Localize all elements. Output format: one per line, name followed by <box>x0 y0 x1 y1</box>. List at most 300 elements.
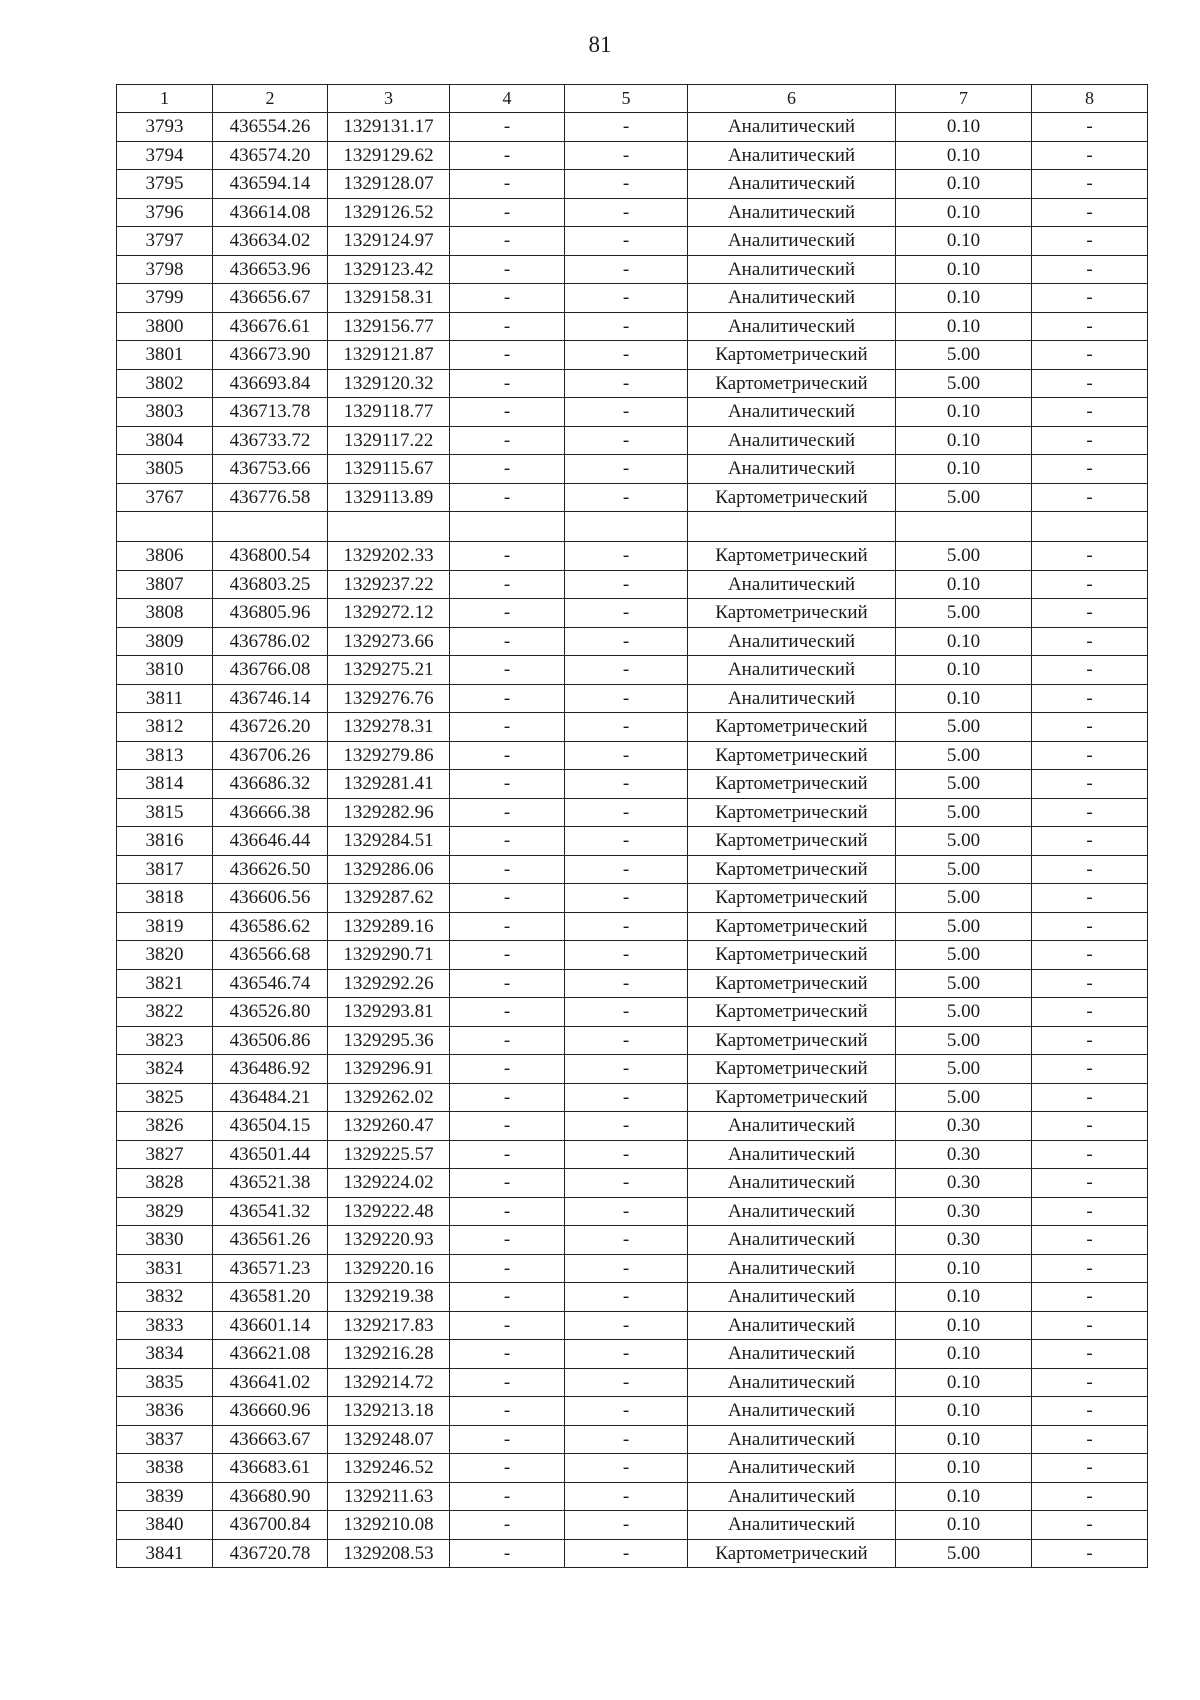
table-cell: - <box>1032 1197 1148 1226</box>
table-cell: - <box>565 1055 688 1084</box>
column-header: 7 <box>896 85 1032 113</box>
table-cell: 3802 <box>117 369 213 398</box>
table-cell: 3801 <box>117 341 213 370</box>
table-cell: Картометрический <box>688 941 896 970</box>
table-cell: 436733.72 <box>213 426 328 455</box>
table-cell <box>688 512 896 542</box>
table-header-row <box>117 85 1148 113</box>
column-header: 4 <box>450 85 565 113</box>
table-cell: - <box>450 1539 565 1568</box>
table-cell: 436526.80 <box>213 998 328 1027</box>
table-cell: 1329120.32 <box>328 369 450 398</box>
table-cell: - <box>565 1226 688 1255</box>
table-cell: Аналитический <box>688 684 896 713</box>
table-cell: Аналитический <box>688 570 896 599</box>
table-cell: 3813 <box>117 741 213 770</box>
table-row <box>117 398 1148 427</box>
table-body <box>117 113 1148 1568</box>
table-cell: Аналитический <box>688 1340 896 1369</box>
table-cell: - <box>450 369 565 398</box>
table-cell: 1329278.31 <box>328 713 450 742</box>
table-cell: - <box>450 1311 565 1340</box>
table-cell: - <box>1032 998 1148 1027</box>
table-cell: 5.00 <box>896 798 1032 827</box>
table-cell: Картометрический <box>688 855 896 884</box>
table-cell: - <box>450 741 565 770</box>
table-cell: - <box>1032 770 1148 799</box>
table-cell: - <box>450 141 565 170</box>
table-cell: 436586.62 <box>213 912 328 941</box>
table-cell: 3824 <box>117 1055 213 1084</box>
table-cell: 436753.66 <box>213 455 328 484</box>
table-cell: 1329156.77 <box>328 312 450 341</box>
table-cell: - <box>450 1083 565 1112</box>
table-row <box>117 170 1148 199</box>
table-cell: 436501.44 <box>213 1140 328 1169</box>
table-cell: Аналитический <box>688 1311 896 1340</box>
table-cell: 3812 <box>117 713 213 742</box>
table-cell: 436726.20 <box>213 713 328 742</box>
table-cell: Аналитический <box>688 312 896 341</box>
table-cell: 436683.61 <box>213 1454 328 1483</box>
table-cell: - <box>450 1112 565 1141</box>
table-cell: 436663.67 <box>213 1425 328 1454</box>
table-row <box>117 255 1148 284</box>
table-cell: 0.10 <box>896 1368 1032 1397</box>
table-cell: - <box>565 1539 688 1568</box>
table-row <box>117 827 1148 856</box>
table-row <box>117 1454 1148 1483</box>
table-cell: Картометрический <box>688 912 896 941</box>
table-cell: - <box>565 998 688 1027</box>
table-cell: - <box>450 198 565 227</box>
table-cell: Аналитический <box>688 656 896 685</box>
table-cell: Аналитический <box>688 1140 896 1169</box>
table-cell: 3836 <box>117 1397 213 1426</box>
table-cell: - <box>450 284 565 313</box>
table-cell: 436646.44 <box>213 827 328 856</box>
table-cell: Аналитический <box>688 255 896 284</box>
table-cell: 436621.08 <box>213 1340 328 1369</box>
table-cell: Аналитический <box>688 113 896 142</box>
table-row <box>117 969 1148 998</box>
table-cell: 3825 <box>117 1083 213 1112</box>
table-cell: - <box>565 855 688 884</box>
table-cell: 0.10 <box>896 1397 1032 1426</box>
table-cell: Картометрический <box>688 1539 896 1568</box>
table-cell: - <box>565 1083 688 1112</box>
table-cell: Аналитический <box>688 141 896 170</box>
table-cell: 3827 <box>117 1140 213 1169</box>
table-cell: 0.10 <box>896 426 1032 455</box>
table-cell: - <box>565 398 688 427</box>
table-cell: 5.00 <box>896 770 1032 799</box>
table-cell: - <box>565 798 688 827</box>
table-cell: 0.30 <box>896 1169 1032 1198</box>
column-header: 6 <box>688 85 896 113</box>
table-cell: 3809 <box>117 627 213 656</box>
table-cell: 436614.08 <box>213 198 328 227</box>
table-cell: Аналитический <box>688 426 896 455</box>
table-cell: - <box>565 113 688 142</box>
table-cell: 0.10 <box>896 627 1032 656</box>
table-cell <box>565 512 688 542</box>
table-cell: 1329248.07 <box>328 1425 450 1454</box>
table-cell: 3795 <box>117 170 213 199</box>
table-cell: - <box>1032 227 1148 256</box>
table-cell: 436546.74 <box>213 969 328 998</box>
table-cell: Аналитический <box>688 627 896 656</box>
table-row <box>117 1254 1148 1283</box>
table-cell: 0.30 <box>896 1197 1032 1226</box>
table-cell <box>1032 512 1148 542</box>
table-cell: Аналитический <box>688 1368 896 1397</box>
table-cell: 3835 <box>117 1368 213 1397</box>
table-cell: - <box>1032 1397 1148 1426</box>
table-cell: 0.10 <box>896 684 1032 713</box>
table-cell: - <box>565 684 688 713</box>
table-cell: - <box>1032 798 1148 827</box>
table-cell: 436805.96 <box>213 599 328 628</box>
page-number: 81 <box>588 32 612 57</box>
table-cell: - <box>565 341 688 370</box>
table-cell: Аналитический <box>688 455 896 484</box>
table-cell: - <box>1032 827 1148 856</box>
table-cell: - <box>565 1254 688 1283</box>
table-cell: 1329124.97 <box>328 227 450 256</box>
table-cell: - <box>565 1026 688 1055</box>
table-cell: 3834 <box>117 1340 213 1369</box>
table-row <box>117 542 1148 571</box>
table-cell <box>328 512 450 542</box>
table-cell: - <box>565 542 688 571</box>
table-cell: - <box>565 912 688 941</box>
table-cell: 5.00 <box>896 542 1032 571</box>
table-cell: - <box>1032 1511 1148 1540</box>
table-row <box>117 1083 1148 1112</box>
table-cell: - <box>1032 1140 1148 1169</box>
table-cell: - <box>565 741 688 770</box>
table-cell: 0.10 <box>896 141 1032 170</box>
table-cell: - <box>565 827 688 856</box>
table-cell: 0.10 <box>896 1283 1032 1312</box>
table-cell: - <box>565 1454 688 1483</box>
table-cell: 436800.54 <box>213 542 328 571</box>
table-cell: - <box>450 255 565 284</box>
table-cell: 1329220.16 <box>328 1254 450 1283</box>
table-row <box>117 798 1148 827</box>
table-cell: 1329219.38 <box>328 1283 450 1312</box>
table-cell <box>117 512 213 542</box>
table-row <box>117 141 1148 170</box>
table-cell: 436656.67 <box>213 284 328 313</box>
table-cell: - <box>565 1397 688 1426</box>
table-cell: 436673.90 <box>213 341 328 370</box>
table-cell: 5.00 <box>896 1083 1032 1112</box>
table-cell: 436653.96 <box>213 255 328 284</box>
table-cell: Аналитический <box>688 1397 896 1426</box>
table-row <box>117 941 1148 970</box>
table-cell: 1329279.86 <box>328 741 450 770</box>
table-cell: 3796 <box>117 198 213 227</box>
table-cell: - <box>565 141 688 170</box>
table-cell: Картометрический <box>688 1083 896 1112</box>
table-row <box>117 1340 1148 1369</box>
table-cell: - <box>565 1197 688 1226</box>
table-cell: 436484.21 <box>213 1083 328 1112</box>
table-cell: 436766.08 <box>213 656 328 685</box>
table-row <box>117 912 1148 941</box>
table-cell: 436486.92 <box>213 1055 328 1084</box>
table-cell: 5.00 <box>896 998 1032 1027</box>
table-cell: 3807 <box>117 570 213 599</box>
table-cell: 1329118.77 <box>328 398 450 427</box>
table-row <box>117 1026 1148 1055</box>
table-row <box>117 1482 1148 1511</box>
table-cell: Аналитический <box>688 398 896 427</box>
table-cell: Аналитический <box>688 227 896 256</box>
table-cell: 436720.78 <box>213 1539 328 1568</box>
table-cell: 5.00 <box>896 969 1032 998</box>
table-cell: 5.00 <box>896 855 1032 884</box>
table-cell: 0.30 <box>896 1226 1032 1255</box>
table-cell: Аналитический <box>688 1226 896 1255</box>
table-cell: 436626.50 <box>213 855 328 884</box>
table-cell: Аналитический <box>688 1511 896 1540</box>
table-cell: 3798 <box>117 255 213 284</box>
table-cell: 436606.56 <box>213 884 328 913</box>
table-cell: - <box>565 1482 688 1511</box>
table-cell: - <box>450 770 565 799</box>
table-cell: 436504.15 <box>213 1112 328 1141</box>
table-cell: 3822 <box>117 998 213 1027</box>
table-cell: - <box>1032 1311 1148 1340</box>
table-cell: 5.00 <box>896 1055 1032 1084</box>
table-cell <box>896 512 1032 542</box>
table-cell: 1329237.22 <box>328 570 450 599</box>
table-cell: - <box>450 941 565 970</box>
table-row <box>117 312 1148 341</box>
table-cell: Аналитический <box>688 284 896 313</box>
table-cell: 0.10 <box>896 170 1032 199</box>
table-cell: Картометрический <box>688 341 896 370</box>
table-row <box>117 627 1148 656</box>
table-cell: - <box>450 1397 565 1426</box>
table-cell: 436594.14 <box>213 170 328 199</box>
table-cell: - <box>565 1425 688 1454</box>
table-cell: 1329276.76 <box>328 684 450 713</box>
table-cell: 3767 <box>117 483 213 512</box>
table-cell: 3816 <box>117 827 213 856</box>
column-header: 5 <box>565 85 688 113</box>
table-cell: Картометрический <box>688 798 896 827</box>
table-cell: 1329272.12 <box>328 599 450 628</box>
table-cell: - <box>450 855 565 884</box>
table-cell: 1329113.89 <box>328 483 450 512</box>
table-cell: 436554.26 <box>213 113 328 142</box>
table-cell: - <box>1032 1112 1148 1141</box>
table-cell: - <box>1032 1425 1148 1454</box>
table-cell: 3794 <box>117 141 213 170</box>
table-cell: - <box>450 1511 565 1540</box>
table-cell: 3823 <box>117 1026 213 1055</box>
separator-row <box>117 512 1148 542</box>
table-cell: - <box>565 884 688 913</box>
table-cell: 436666.38 <box>213 798 328 827</box>
table-cell: 5.00 <box>896 912 1032 941</box>
table-cell: 0.10 <box>896 1454 1032 1483</box>
table-cell: - <box>450 455 565 484</box>
table-cell: - <box>1032 369 1148 398</box>
table-cell: 436601.14 <box>213 1311 328 1340</box>
table-row <box>117 1511 1148 1540</box>
table-cell: 1329273.66 <box>328 627 450 656</box>
table-cell: 436680.90 <box>213 1482 328 1511</box>
table-cell: Аналитический <box>688 1112 896 1141</box>
table-cell: - <box>450 341 565 370</box>
table-cell: Картометрический <box>688 884 896 913</box>
table-cell: - <box>1032 1254 1148 1283</box>
table-cell: 5.00 <box>896 941 1032 970</box>
table-cell: 1329126.52 <box>328 198 450 227</box>
table-cell: 3820 <box>117 941 213 970</box>
table-cell: 3814 <box>117 770 213 799</box>
table-cell: - <box>1032 1226 1148 1255</box>
table-cell: Аналитический <box>688 1482 896 1511</box>
table-cell: - <box>450 227 565 256</box>
table-cell: 1329210.08 <box>328 1511 450 1540</box>
table-cell: - <box>565 170 688 199</box>
table-cell: - <box>450 969 565 998</box>
column-header: 3 <box>328 85 450 113</box>
table-cell: - <box>1032 684 1148 713</box>
table-row <box>117 599 1148 628</box>
table-cell: - <box>1032 1368 1148 1397</box>
table-cell: Аналитический <box>688 198 896 227</box>
table-cell: - <box>450 570 565 599</box>
table-cell: 1329117.22 <box>328 426 450 455</box>
table-cell: 5.00 <box>896 369 1032 398</box>
table-cell: Картометрический <box>688 969 896 998</box>
table-row <box>117 1368 1148 1397</box>
table-row <box>117 684 1148 713</box>
table-cell: - <box>1032 884 1148 913</box>
table-cell: - <box>450 912 565 941</box>
table-cell: 436506.86 <box>213 1026 328 1055</box>
table-cell: Аналитический <box>688 1169 896 1198</box>
table-cell: 5.00 <box>896 1539 1032 1568</box>
table-cell: - <box>1032 570 1148 599</box>
table-cell: 0.10 <box>896 656 1032 685</box>
table-cell: 1329217.83 <box>328 1311 450 1340</box>
table-cell: 3831 <box>117 1254 213 1283</box>
table-cell: - <box>1032 656 1148 685</box>
table-cell: 1329220.93 <box>328 1226 450 1255</box>
table-cell: - <box>1032 1026 1148 1055</box>
table-cell: 5.00 <box>896 483 1032 512</box>
column-header: 1 <box>117 85 213 113</box>
table-cell: 0.10 <box>896 1482 1032 1511</box>
table-cell: 0.30 <box>896 1112 1032 1141</box>
table-cell: 3815 <box>117 798 213 827</box>
table-cell: - <box>565 227 688 256</box>
table-cell: 436571.23 <box>213 1254 328 1283</box>
table-cell: 3821 <box>117 969 213 998</box>
table-cell: Аналитический <box>688 1283 896 1312</box>
table-cell: - <box>450 998 565 1027</box>
table-cell: 436574.20 <box>213 141 328 170</box>
table-row <box>117 1112 1148 1141</box>
table-cell: - <box>450 884 565 913</box>
table-cell: 1329275.21 <box>328 656 450 685</box>
table-cell: - <box>450 1340 565 1369</box>
table-cell: 1329115.67 <box>328 455 450 484</box>
table-cell: 3826 <box>117 1112 213 1141</box>
table-cell: - <box>565 1112 688 1141</box>
table-cell: - <box>1032 855 1148 884</box>
table-cell: Аналитический <box>688 1454 896 1483</box>
table-cell: - <box>450 1368 565 1397</box>
table-cell: - <box>450 542 565 571</box>
table-cell: 3838 <box>117 1454 213 1483</box>
table-cell: 0.10 <box>896 255 1032 284</box>
table-cell: 0.10 <box>896 1311 1032 1340</box>
table-cell: - <box>1032 1169 1148 1198</box>
table-cell: - <box>565 627 688 656</box>
table-row <box>117 1140 1148 1169</box>
table-cell: - <box>450 170 565 199</box>
table-cell: 1329293.81 <box>328 998 450 1027</box>
table-cell: - <box>450 627 565 656</box>
table-cell: - <box>1032 542 1148 571</box>
table-row <box>117 770 1148 799</box>
table-cell: Картометрический <box>688 599 896 628</box>
table-cell: 1329211.63 <box>328 1482 450 1511</box>
table-cell: - <box>1032 312 1148 341</box>
table-cell: 1329246.52 <box>328 1454 450 1483</box>
table-cell: 3811 <box>117 684 213 713</box>
table-cell: 5.00 <box>896 341 1032 370</box>
table-cell: 0.10 <box>896 455 1032 484</box>
table-cell: 1329260.47 <box>328 1112 450 1141</box>
table-cell: - <box>450 599 565 628</box>
table-cell: 1329286.06 <box>328 855 450 884</box>
table-cell: Картометрический <box>688 369 896 398</box>
table-row <box>117 1539 1148 1568</box>
table-cell: - <box>450 312 565 341</box>
table-cell: 5.00 <box>896 741 1032 770</box>
table-cell: - <box>565 198 688 227</box>
table-row <box>117 369 1148 398</box>
table-cell: - <box>565 284 688 313</box>
table-row <box>117 656 1148 685</box>
table-cell: - <box>450 1283 565 1312</box>
table-cell: Картометрический <box>688 998 896 1027</box>
table-row <box>117 1197 1148 1226</box>
table-cell: - <box>1032 912 1148 941</box>
table-cell: - <box>1032 1055 1148 1084</box>
table-cell: - <box>450 827 565 856</box>
table-cell: - <box>450 483 565 512</box>
table-row <box>117 198 1148 227</box>
table-cell: 1329292.26 <box>328 969 450 998</box>
table-cell: 3808 <box>117 599 213 628</box>
table-cell: 436660.96 <box>213 1397 328 1426</box>
table-cell: 0.10 <box>896 312 1032 341</box>
table-cell: - <box>565 255 688 284</box>
table-cell: 436676.61 <box>213 312 328 341</box>
table-cell: - <box>565 426 688 455</box>
